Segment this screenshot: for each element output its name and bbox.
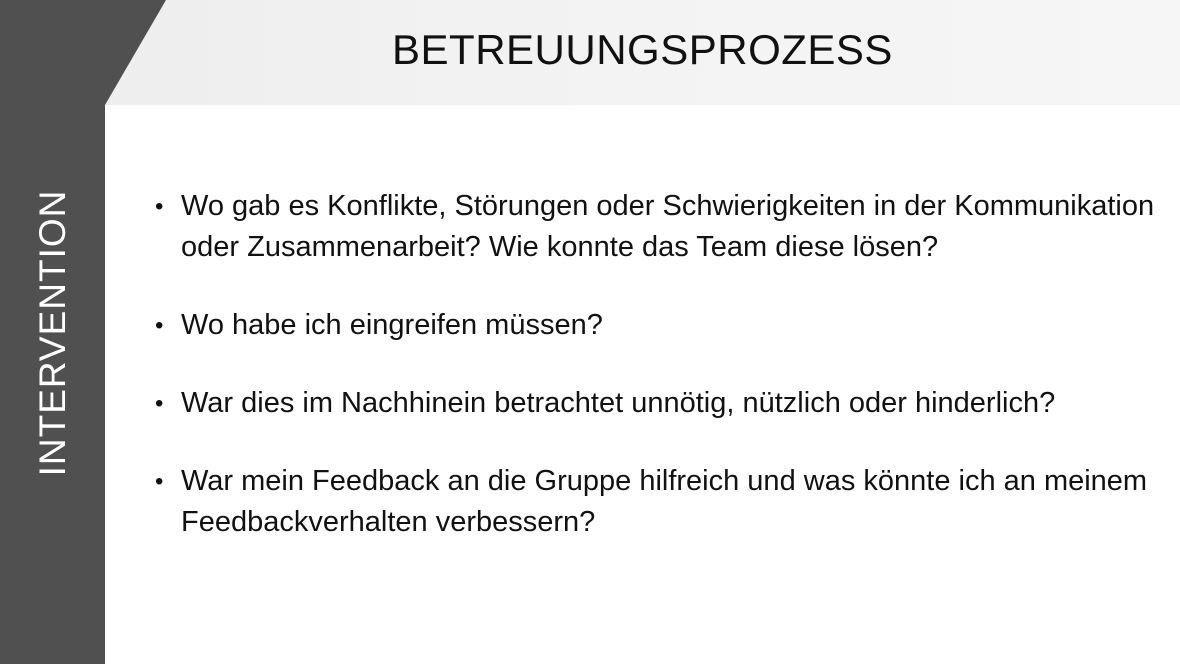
bullet-text: War mein Feedback an die Gruppe hilfreich und was könnte ich an meinem Feedbackverhalten verbessern?	[181, 465, 1148, 538]
bullet-item	[155, 461, 1155, 543]
bullet-text: Wo gab es Konflikte, Störungen oder Schwierigkeiten in der Kommunikation oder Zusammenarbeit? Wie konnte das Team diese lösen?	[181, 190, 1155, 263]
slide-title: BETREUUNGSPROZESS	[392, 26, 893, 73]
bullet-text: War dies im Nachhinein betrachtet unnötig, nützlich oder hinderlich?	[181, 387, 1056, 419]
bullet-dot-icon: •	[155, 390, 164, 417]
bullet-dot-icon: •	[155, 312, 164, 339]
section-label: INTERVENTION	[32, 189, 73, 477]
bullet-dot-icon: •	[155, 468, 164, 495]
bullet-dot-icon: •	[155, 193, 164, 220]
side-label-area	[0, 105, 105, 664]
bullet-item	[155, 383, 1155, 424]
bullet-text: Wo habe ich eingreifen müssen?	[181, 309, 603, 341]
bullet-item	[155, 305, 1155, 346]
bullet-list	[155, 186, 1155, 580]
bullet-item	[155, 186, 1155, 268]
